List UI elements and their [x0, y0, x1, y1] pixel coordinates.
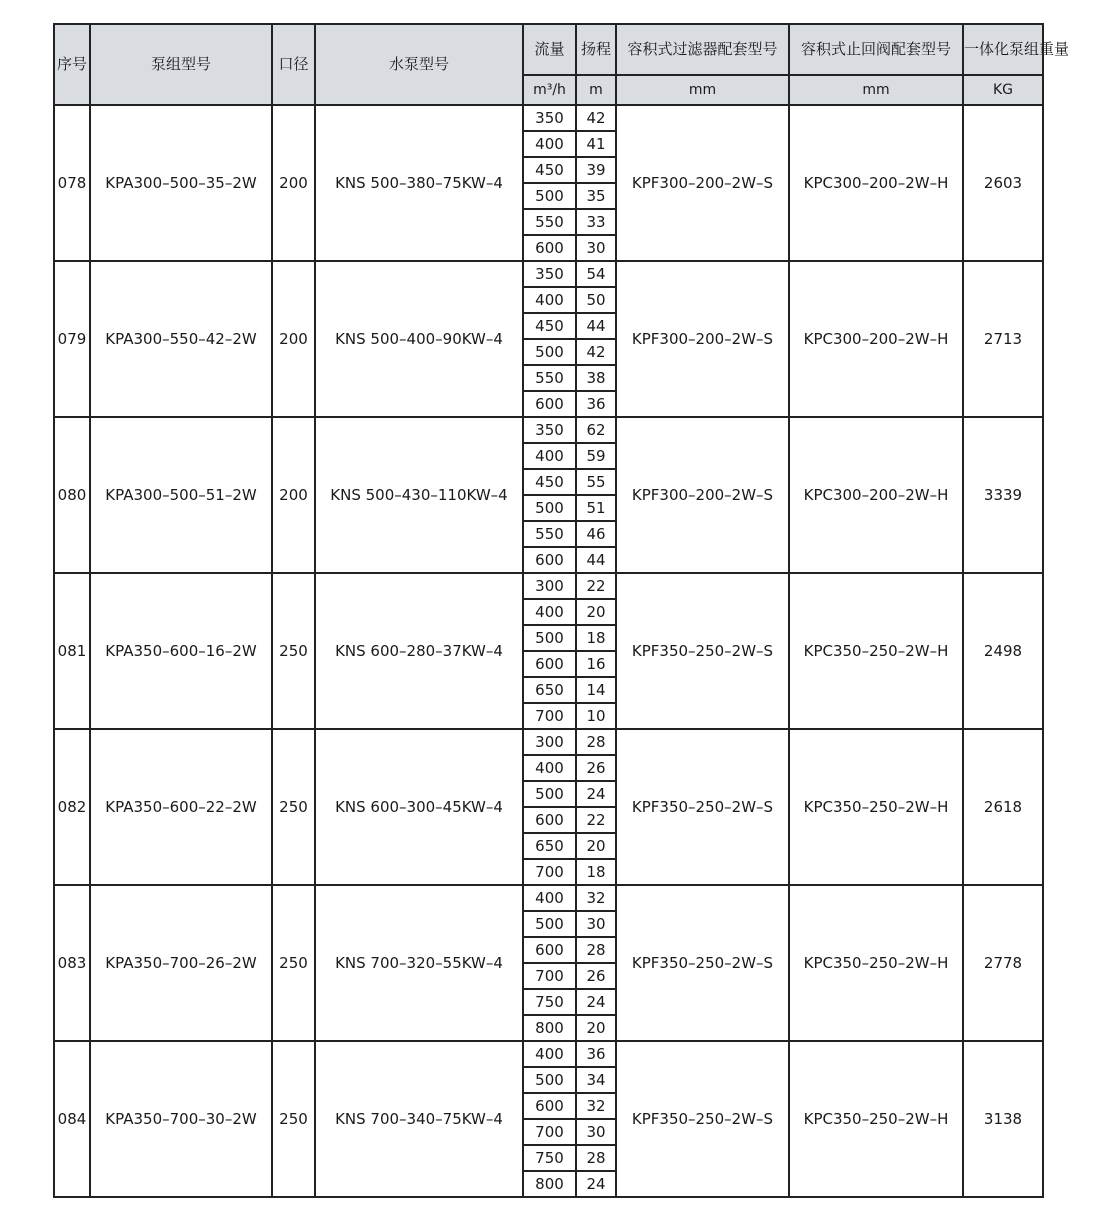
head-cell: 33 [576, 209, 616, 235]
table-row [54, 885, 1043, 911]
flow-cell: 350 [523, 417, 576, 443]
flow-cell: 400 [523, 131, 576, 157]
filter-cell: KPF350–250–2W–S [616, 729, 789, 885]
valve-cell: KPC350–250–2W–H [789, 885, 963, 1041]
flow-cell: 500 [523, 495, 576, 521]
caliber-cell: 250 [272, 1041, 315, 1197]
head-cell: 41 [576, 131, 616, 157]
filter-cell: KPF300–200–2W–S [616, 417, 789, 573]
head-cell: 44 [576, 313, 616, 339]
head-cell: 38 [576, 365, 616, 391]
model-cell: KPA350–700–26–2W [90, 885, 272, 1041]
table-body [54, 105, 1043, 1197]
head-cell: 55 [576, 469, 616, 495]
flow-cell: 500 [523, 1067, 576, 1093]
header-flow: 流量 [523, 24, 576, 75]
seq-cell: 078 [54, 105, 90, 261]
head-cell: 20 [576, 599, 616, 625]
flow-cell: 450 [523, 313, 576, 339]
seq-cell: 081 [54, 573, 90, 729]
weight-cell: 2778 [963, 885, 1043, 1041]
head-cell: 10 [576, 703, 616, 729]
flow-cell: 650 [523, 677, 576, 703]
header-valve-unit: mm [789, 75, 963, 105]
head-cell: 36 [576, 1041, 616, 1067]
model-cell: KPA300–550–42–2W [90, 261, 272, 417]
model-cell: KPA350–600–22–2W [90, 729, 272, 885]
flow-cell: 400 [523, 755, 576, 781]
head-cell: 51 [576, 495, 616, 521]
header-model: 泵组型号 [90, 24, 272, 105]
flow-cell: 400 [523, 443, 576, 469]
seq-cell: 082 [54, 729, 90, 885]
head-cell: 32 [576, 1093, 616, 1119]
model-cell: KPA350–600–16–2W [90, 573, 272, 729]
table-row [54, 261, 1043, 287]
head-cell: 28 [576, 729, 616, 755]
model-cell: KPA300–500–35–2W [90, 105, 272, 261]
pump-model-cell: KNS 600–300–45KW–4 [315, 729, 523, 885]
filter-cell: KPF350–250–2W–S [616, 885, 789, 1041]
head-cell: 54 [576, 261, 616, 287]
head-cell: 22 [576, 807, 616, 833]
pump-model-cell: KNS 700–320–55KW–4 [315, 885, 523, 1041]
flow-cell: 800 [523, 1171, 576, 1197]
pump-spec-table [53, 23, 1070, 1198]
header-weight-unit: KG [963, 75, 1043, 105]
head-cell: 39 [576, 157, 616, 183]
valve-cell: KPC350–250–2W–H [789, 729, 963, 885]
seq-cell: 080 [54, 417, 90, 573]
table-header [54, 24, 1070, 105]
head-cell: 46 [576, 521, 616, 547]
head-cell: 30 [576, 1119, 616, 1145]
table-row [54, 729, 1043, 755]
pump-model-cell: KNS 500–400–90KW–4 [315, 261, 523, 417]
head-cell: 30 [576, 235, 616, 261]
header-flow-unit: m³/h [523, 75, 576, 105]
header-seq: 序号 [54, 24, 90, 105]
flow-cell: 700 [523, 703, 576, 729]
flow-cell: 450 [523, 469, 576, 495]
header-filter: 容积式过滤器配套型号 [616, 24, 789, 75]
table-row [54, 1041, 1043, 1067]
weight-cell: 3138 [963, 1041, 1043, 1197]
flow-cell: 600 [523, 1093, 576, 1119]
filter-cell: KPF350–250–2W–S [616, 573, 789, 729]
flow-cell: 650 [523, 833, 576, 859]
flow-cell: 450 [523, 157, 576, 183]
valve-cell: KPC300–200–2W–H [789, 105, 963, 261]
head-cell: 36 [576, 391, 616, 417]
head-cell: 26 [576, 755, 616, 781]
filter-cell: KPF300–200–2W–S [616, 261, 789, 417]
weight-cell: 2618 [963, 729, 1043, 885]
flow-cell: 750 [523, 1145, 576, 1171]
head-cell: 28 [576, 937, 616, 963]
flow-cell: 400 [523, 287, 576, 313]
flow-cell: 600 [523, 651, 576, 677]
valve-cell: KPC300–200–2W–H [789, 261, 963, 417]
flow-cell: 600 [523, 547, 576, 573]
flow-cell: 750 [523, 989, 576, 1015]
flow-cell: 600 [523, 391, 576, 417]
valve-cell: KPC350–250–2W–H [789, 573, 963, 729]
caliber-cell: 200 [272, 261, 315, 417]
pump-model-cell: KNS 600–280–37KW–4 [315, 573, 523, 729]
head-cell: 24 [576, 781, 616, 807]
head-cell: 44 [576, 547, 616, 573]
weight-cell: 3339 [963, 417, 1043, 573]
head-cell: 62 [576, 417, 616, 443]
model-cell: KPA300–500–51–2W [90, 417, 272, 573]
model-cell: KPA350–700–30–2W [90, 1041, 272, 1197]
head-cell: 24 [576, 989, 616, 1015]
head-cell: 18 [576, 625, 616, 651]
head-cell: 14 [576, 677, 616, 703]
head-cell: 35 [576, 183, 616, 209]
flow-cell: 400 [523, 1041, 576, 1067]
pump-model-cell: KNS 700–340–75KW–4 [315, 1041, 523, 1197]
flow-cell: 550 [523, 209, 576, 235]
seq-cell: 079 [54, 261, 90, 417]
head-cell: 24 [576, 1171, 616, 1197]
flow-cell: 600 [523, 235, 576, 261]
table-row [54, 573, 1043, 599]
head-cell: 28 [576, 1145, 616, 1171]
flow-cell: 400 [523, 599, 576, 625]
valve-cell: KPC300–200–2W–H [789, 417, 963, 573]
head-cell: 22 [576, 573, 616, 599]
flow-cell: 600 [523, 937, 576, 963]
flow-cell: 350 [523, 261, 576, 287]
flow-cell: 350 [523, 105, 576, 131]
head-cell: 20 [576, 1015, 616, 1041]
flow-cell: 300 [523, 729, 576, 755]
weight-cell: 2603 [963, 105, 1043, 261]
flow-cell: 800 [523, 1015, 576, 1041]
header-weight: 一体化泵组重量 [963, 24, 1043, 75]
flow-cell: 700 [523, 963, 576, 989]
header-caliber: 口径 [272, 24, 315, 105]
flow-cell: 500 [523, 339, 576, 365]
weight-cell: 2713 [963, 261, 1043, 417]
header-filter-unit: mm [616, 75, 789, 105]
head-cell: 59 [576, 443, 616, 469]
caliber-cell: 250 [272, 729, 315, 885]
flow-cell: 500 [523, 911, 576, 937]
head-cell: 20 [576, 833, 616, 859]
head-cell: 50 [576, 287, 616, 313]
weight-cell: 2498 [963, 573, 1043, 729]
head-cell: 18 [576, 859, 616, 885]
flow-cell: 500 [523, 781, 576, 807]
filter-cell: KPF300–200–2W–S [616, 105, 789, 261]
head-cell: 26 [576, 963, 616, 989]
header-valve: 容积式止回阀配套型号 [789, 24, 963, 75]
table-row [54, 417, 1043, 443]
flow-cell: 300 [523, 573, 576, 599]
flow-cell: 500 [523, 183, 576, 209]
flow-cell: 550 [523, 521, 576, 547]
head-cell: 32 [576, 885, 616, 911]
flow-cell: 550 [523, 365, 576, 391]
valve-cell: KPC350–250–2W–H [789, 1041, 963, 1197]
table-row [54, 105, 1043, 131]
header-pump-model: 水泵型号 [315, 24, 523, 105]
flow-cell: 500 [523, 625, 576, 651]
head-cell: 30 [576, 911, 616, 937]
caliber-cell: 200 [272, 105, 315, 261]
seq-cell: 083 [54, 885, 90, 1041]
seq-cell: 084 [54, 1041, 90, 1197]
caliber-cell: 250 [272, 885, 315, 1041]
flow-cell: 700 [523, 859, 576, 885]
flow-cell: 700 [523, 1119, 576, 1145]
filter-cell: KPF350–250–2W–S [616, 1041, 789, 1197]
head-cell: 42 [576, 105, 616, 131]
flow-cell: 600 [523, 807, 576, 833]
pump-model-cell: KNS 500–430–110KW–4 [315, 417, 523, 573]
caliber-cell: 200 [272, 417, 315, 573]
caliber-cell: 250 [272, 573, 315, 729]
flow-cell: 400 [523, 885, 576, 911]
header-head-unit: m [576, 75, 616, 105]
pump-model-cell: KNS 500–380–75KW–4 [315, 105, 523, 261]
head-cell: 42 [576, 339, 616, 365]
head-cell: 34 [576, 1067, 616, 1093]
head-cell: 16 [576, 651, 616, 677]
header-head: 扬程 [576, 24, 616, 75]
